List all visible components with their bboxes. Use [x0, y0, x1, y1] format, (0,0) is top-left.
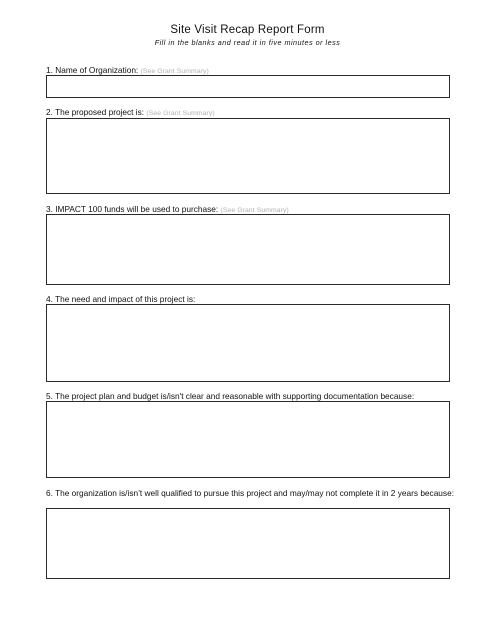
question-3-hint: (See Grant Summary): [220, 207, 289, 214]
question-3-label: 3. IMPACT 100 funds will be used to purchase:: [46, 204, 219, 214]
question-2-hint: (See Grant Summary): [146, 110, 215, 117]
question-4-label: 4. The need and impact of this project is:: [46, 294, 196, 304]
question-1-label: 1. Name of Organization:: [46, 65, 139, 75]
question-6-label: 6. The organization is/isn’t well qualified to pursue this project and may/may not complete it in 2 years because:: [46, 488, 454, 498]
need-impact-field[interactable]: [46, 304, 450, 382]
funds-purchase-field[interactable]: [46, 214, 450, 285]
organization-qualification-field[interactable]: [46, 508, 450, 579]
question-5-label: 5. The project plan and budget is/isn't clear and reasonable with supporting documentation because:: [46, 391, 415, 401]
organization-name-field[interactable]: [46, 75, 450, 98]
form-subtitle: Fill in the blanks and read it in five minutes or less: [154, 38, 341, 47]
plan-budget-field[interactable]: [46, 401, 450, 478]
question-2-label: 2. The proposed project is:: [46, 107, 145, 117]
proposed-project-field[interactable]: [46, 118, 450, 194]
form-title: Site Visit Recap Report Form: [170, 24, 325, 36]
question-1-hint: (See Grant Summary): [140, 68, 209, 75]
question-4-label-row: [46, 294, 451, 304]
question-5-label-row: [46, 391, 451, 401]
question-6-label-row: [46, 488, 456, 498]
